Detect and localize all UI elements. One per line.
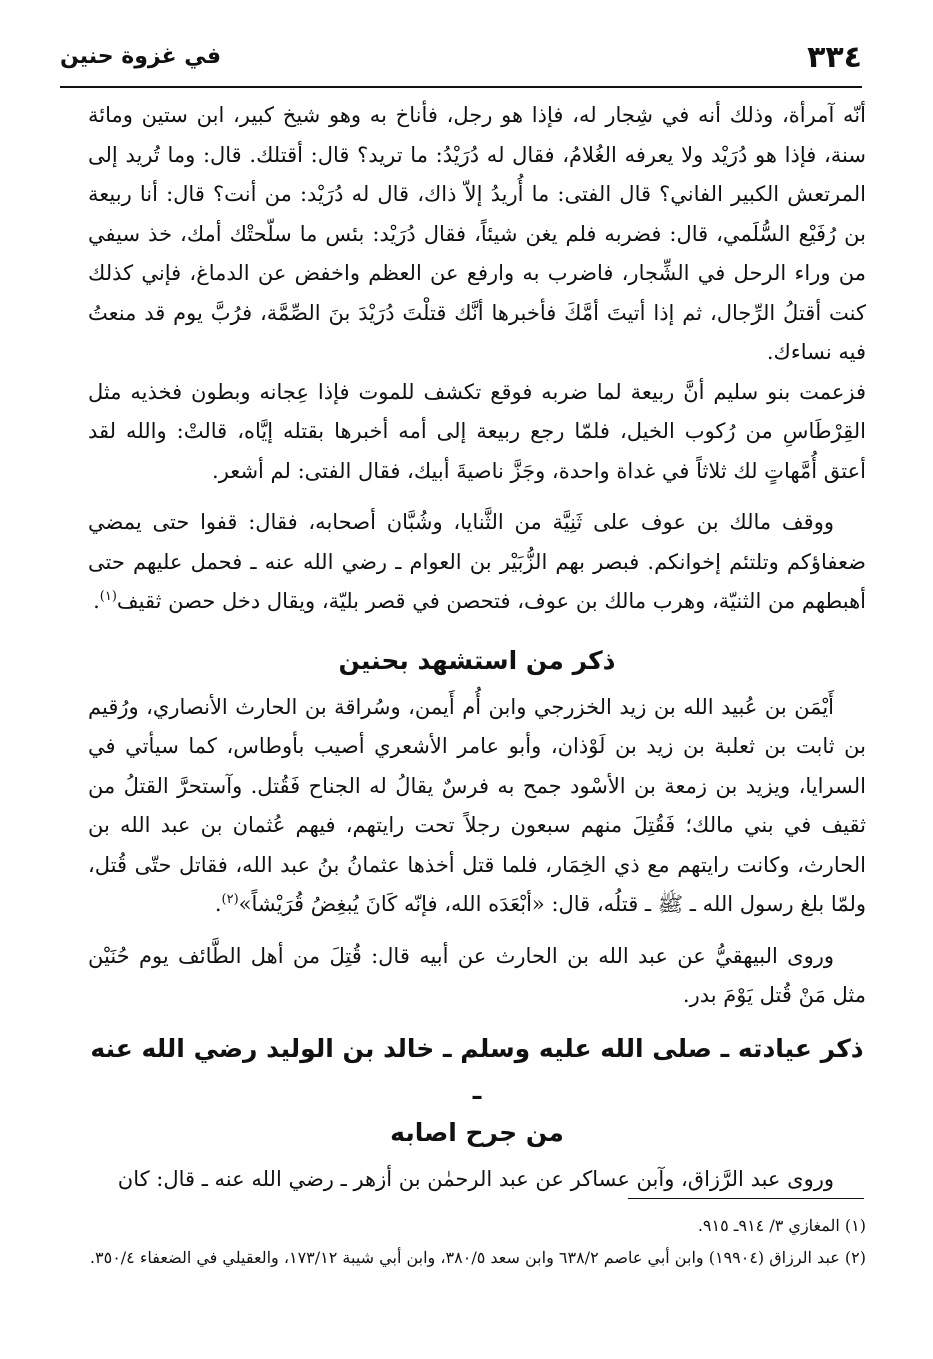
paragraph-martyrs-text: أَيْمَن بن عُبيد الله بن زيد الخزرجي وابن أُم أَيمن، وسُراقة بن الحارث الأنصاري، ورُقيم بن ثابت بن ثعلبة بن زيد بن لَوْذان، وأبو عامر الأشعري أصيب بأوطاس، كما سيأتي في السرايا، ويزيد بن زمعة بن الأسْود جمح به فرسٌ يقالُ له الجناح فَقُتل. وآستحرَّ القتلُ من ثقيف في بني مالك؛ فَقُتِلَ منهم سبعون رجلاً تحت رايتهم، فيهم عُثمان بن عبد الله بن الحارث، وكانت رايتهم مع ذي الخِمَار، فلما قتل أخذها عثمانُ بنُ عبد الله، فقاتل حتّى قُتل، ولمّا بلغ رسول الله ـ ﷺ ـ قتلُه، قال: «أبْعَدَه الله، فإنّه كَانَ يُبغِضُ قُرَيْشاً»: [88, 694, 866, 916]
section-heading-martyrs: ذكر من استشهد بحنين: [338, 645, 616, 675]
page-header: [60, 38, 862, 82]
footnote-ref-2[interactable]: (٢): [221, 892, 239, 907]
paragraph-martyrs-end: .: [214, 892, 222, 916]
section-heading-visit: [88, 1028, 866, 1154]
footnote-ref-1[interactable]: (١): [99, 589, 117, 604]
section-heading-visit-line2: من جرح اصابه: [390, 1117, 564, 1147]
running-title: في غزوة حنين: [60, 44, 221, 69]
footnote-separator: [628, 1198, 864, 1199]
paragraph-dorayd-story: أنّه آمرأة، وذلك أنه في شِجار له، فإذا هو رجل، فأناخ به وهو شيخ كبير، ابن ستين ومائة سنة، فإذا هو دُرَيْد ولا يعرفه الغُلامُ، فقال له دُرَيْدُ: ما تريد؟ قال: أقتلك. قال: وما تُريد إلى المرتعش الكبير الفاني؟ قال الفتى: ما أُريدُ إلاّ ذاك، قال له دُرَيْد: من أنت؟ قال: أنا ربيعة بن رُفَيْع السُّلَمي، قال: فضربه فلم يغن شيئاً، فقال دُرَيْد: بئس ما سلّحتْك أمك، خذ سيفي من وراء الرحل في الشِّجار، فاضرب به وارفع عن العظم واخفض عن الدماغ، فإني كذلك كنت أقتلُ الرِّجال، ثم إذا أتيتَ أمَّكَ فأخبرها أنَّك قتلْتَ دُرَيْدَ بنَ الصِّمَّة، فرُبَّ يوم قد منعتُ فيه نساءك.: [88, 103, 866, 364]
header-rule: [60, 86, 862, 88]
footnote-1: (١) المغازي ٣/ ٩١٤ـ ٩١٥.: [697, 1216, 866, 1235]
paragraph-malik-text: ووقف مالك بن عوف على ثَنِيَّة من الثَّنايا، وشُبَّان أصحابه، فقال: قفوا حتى يمضي ضعفاؤكم وتلتئم إخوانكم. فبصر بهم الزُّبَيْر بن العوام ـ رضي الله عنه ـ فحمل عليهم حتى أهبطهم من الثنيّة، وهرب مالك بن عوف، فتحصن في قصر بليّة، ويقال دخل حصن ثقيف: [88, 510, 866, 613]
paragraph-abdulrazzaq: وروى عبد الرَّزاق، وآبن عساكر عن عبد الرحمٰن بن أزهر ـ رضي الله عنه ـ قال: كان: [117, 1166, 834, 1191]
main-text: [88, 96, 866, 1199]
paragraph-bayhaqi: وروى البيهقيُّ عن عبد الله بن الحارث عن أبيه قال: قُتِلَ من أهل الطَّائف يوم حُنَيْن مثل مَنْ قُتل يَوْمَ بدر.: [88, 943, 866, 1007]
section-heading-visit-line1: ذكر عيادته ـ صلى الله عليه وسلم ـ خالد بن الوليد رضي الله عنه ـ: [90, 1033, 864, 1105]
paragraph-martyrs-list: [88, 688, 866, 925]
paragraph-malik-bin-awf: [88, 503, 866, 622]
page-number: ٣٣٤: [807, 40, 862, 75]
footnotes: [88, 1212, 866, 1276]
paragraph-malik-end: .: [93, 589, 100, 613]
paragraph-bani-sulaym: فزعمت بنو سليم أنَّ ربيعة لما ضربه فوقع تكشف للموت فإذا عِجانه وبطون فخذيه مثل القِرْطَاسِ من رُكوب الخيل، فلمّا رجع ربيعة إلى أمه أخبرها بقتله إيَّاه، قالتْ: والله لقد أعتق أُمَّهاتٍ لك ثلاثاً في غداة واحدة، وجَزَّ ناصيةَ أبيك، فقال الفتى: لم أشعر.: [88, 379, 866, 483]
footnote-2: (٢) عبد الرزاق (١٩٩٠٤) وابن أبي عاصم ٦٣٨/٢ وابن سعد ٣٨٠/٥، وابن أبي شيبة ١٧٣/١٢، والعقيلي في الضعفاء ٣٥٠/٤.: [89, 1248, 866, 1267]
